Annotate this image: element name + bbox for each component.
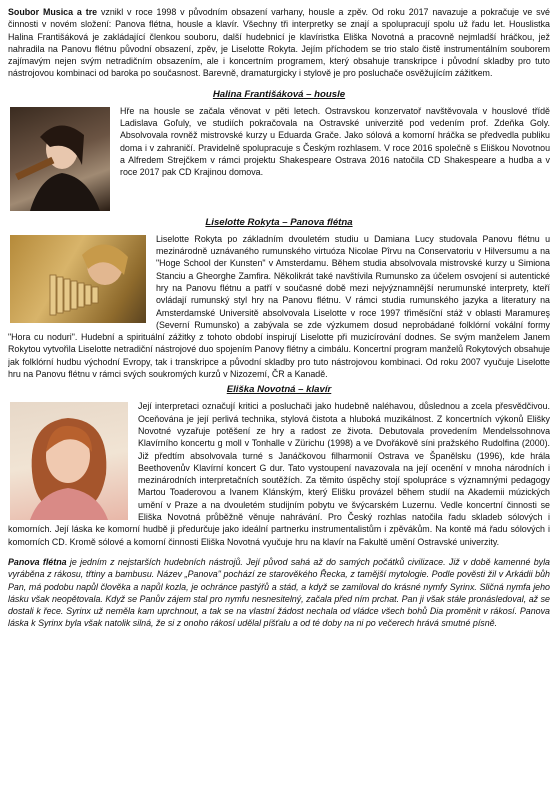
page [8, 6, 550, 630]
closing-section [8, 556, 550, 630]
photo-eliska-pianist [10, 402, 128, 520]
section-text-eliska: Její interpretaci označují kritici a posluchači jako hudebně naléhavou, důslednou a zcela přesvědčivou. Oceňována je její perlivá technika, stylová čistota a hluboká muzikálnost. Z koncertních výkonů Elišky Novotné vyzařuje potěšení ze hry a radost ze života. Debutovala provedením Mendelssohnova Klavírního koncertu g moll v Tonhalle v Zürichu (1998) a ve Dvořákově síni pražského Rudolfina (2000). Již předtím absolvovala turné s Janáčkovou filharmonií Ostrava ve Španělsku (1996), kde hrála Beethovenův Klavírní koncert G dur. Tato vystoupení navazovala na její ocenění v mnoha národních i mezinárodních interpretačních soutěžích. Za těmito úspěchy stojí spolupráce s významnými pedagogy Martou Toaderovou a Ivanem Klánským, který Elišku provázel během studií na Akademii múzických umění v Praze a na dvouletém studijním pobytu ve švýcarském Luzernu. Vedle koncertní činnosti se Eliška Novotná průběžně věnuje nahrávání. Pro Český rozhlas natočila řadu skladeb sólových i komorních. Její láska ke komorní hudbě ji předurčuje jako ideální partnerku instrumentalistům i zpěvákům. Na kontě má řadu sólových i komorních CD. Kromě sólové a komorní činnosti Eliška Novotná vyučuje hru na klavír na Fakultě umění Ostravské univerzity. [8, 401, 550, 547]
photo-halina-violinist [10, 107, 110, 211]
closing-lead: Panova flétna [8, 556, 67, 567]
section-halina [8, 105, 550, 213]
section-heading-halina: Halina Františáková – housle [212, 88, 346, 100]
intro-text: vznikl v roce 1998 v původním obsazení varhany, housle a zpěv. Od roku 2017 navazuje a pokračuje ve své činnosti v novém složení: Panova flétna, housle a klavír. Všechny tři interpretky se znají a spolupracují spolu už řadu let. Houslistka Halina Františáková je zakládající členkou souboru, další hudebnicí je klavíristka Eliška Novotná a pracovně nejmladší hráčkou, jež nahradila na Panovu flétnu původní obsazení, zpěv, je Liselotte Rokyta. Jejím příchodem se trio stalo čistě instrumentálním souborem zajímavým nejen svým netradičním obsazením, ale i koncertním programem, který obsahuje transkripce i původní skladby pro tuto nástrojovou kombinaci od baroka po současnost. Barevně, dramaturgicky i stylově je pro posluchače osvěžujícím zážitkem. [8, 7, 550, 79]
intro-paragraph [8, 6, 550, 80]
section-text-liselotte: Liselotte Rokyta po základním dvouletém studiu u Damiana Lucy studovala Panovu flétnu u mezinárodně uznávaného rumunského virtuóza Nicolae Pîrvu na Conservatoriu v Hilversumu a na "Hoge School der Kunsten" v Amsterdamu. Během studia absolvovala mistrovské kurzy u Simiona Stanciu a Gheorghe Zamfira. Několikrát také navštívila Rumunsko za účelem osvojení si autentické hry na Panovu flétnu a patří v současné době mezi nejvýznamnější nerumunské interprety, kteří ovládají rumunský styl hry na Panovu flétnu. V rámci studia rumunského jazyka a literatury na Amsterdamské Universitě absolvovala Liselotte v roce 1997 třiměsíční stáž v oblasti Maramureş (Severní Rumunsko) a zabývala se zde výzkumem dosud neprobádané folklórní vokální formy "Hora cu noduri". Hudební a spirituální zážitky z tohoto období inspirují Liselotte při muzicírování dodnes. Se svým manželem Janem Rokytou vytvořila Liselotte netradiční nástrojové duo spojením Panovy flétny a cimbálu. Koncertní program manželů Rokytových obsahuje jak folklórní hudbu východní Evropy, tak i transkripce a původní skladby pro tuto nástrojovou kombinaci. Od roku 2007 vyučuje Liselotte hru na Panovu flétnu v rámci svých soukromých kurzů v Nizozemí, ČR a Kanadě. [8, 233, 550, 380]
section-eliska [8, 400, 550, 548]
section-liselotte [8, 233, 550, 381]
photo-liselotte-pan-flute [10, 235, 146, 323]
closing-paragraph [8, 556, 550, 630]
intro-lead: Soubor Musica a tre [8, 7, 98, 17]
section-heading-liselotte: Liselotte Rokyta – Panova flétna [205, 216, 353, 228]
section-heading-eliska: Eliška Novotná – klavír [226, 384, 332, 396]
closing-text: je jedním z nejstarších hudebních nástrojů. Její původ sahá až do samých počátků civilizace. Již v době kamenné byla vyráběna z rákosu, třtiny a bambusu. Název „Panova" pochází ze starověkého Řecka, z tamější mytologie. Podle pověsti žil v Arkádii bůh Pan, má podobu napůl člověka a napůl kozla, je ochránce pastýřů a stád, a když se zamiloval do krásné nymfy Syrinx. Sličná nymfa jeho lásku však neopětovala. Když se Panův zájem stal pro nymfu nesnesitelný, začala před ním prchat. Pan ji však stále pronásledoval, až se dostali k řece. Syrinx už neměla kam uprchnout, a tak se na vlastní žádost nechala od vládce všech bohů Dia proměnit v rákosí. Panova láska k Syrinx byla však natolik silná, že si z onoho rákosí udělal píšťalu a od té doby na ni po večerech hrává smutné písně. [8, 556, 550, 629]
section-text-halina: Hře na housle se začala věnovat v pěti letech. Ostravskou konzervatoř navštěvovala v houslové třídě Ladislava Goľuly, ve studiích pokračovala na Ostravské univerzitě pod vedením prof. Zdeňka Goly. Absolvovala rovněž mistrovské kurzy u Eduarda Grače. Jako sólová a komorní hráčka se předvedla publiku doma i v zahraničí. Pravidelně spolupracuje s Českým rozhlasem. V roce 2016 společně s Eliškou Novotnou a Alfredem Strejčkem v rámci projektu Shakespeare Ostrava 2016 natočila CD Shakespeare a hudba a v roce 2017 pak CD Krajinou domova. [120, 105, 550, 178]
